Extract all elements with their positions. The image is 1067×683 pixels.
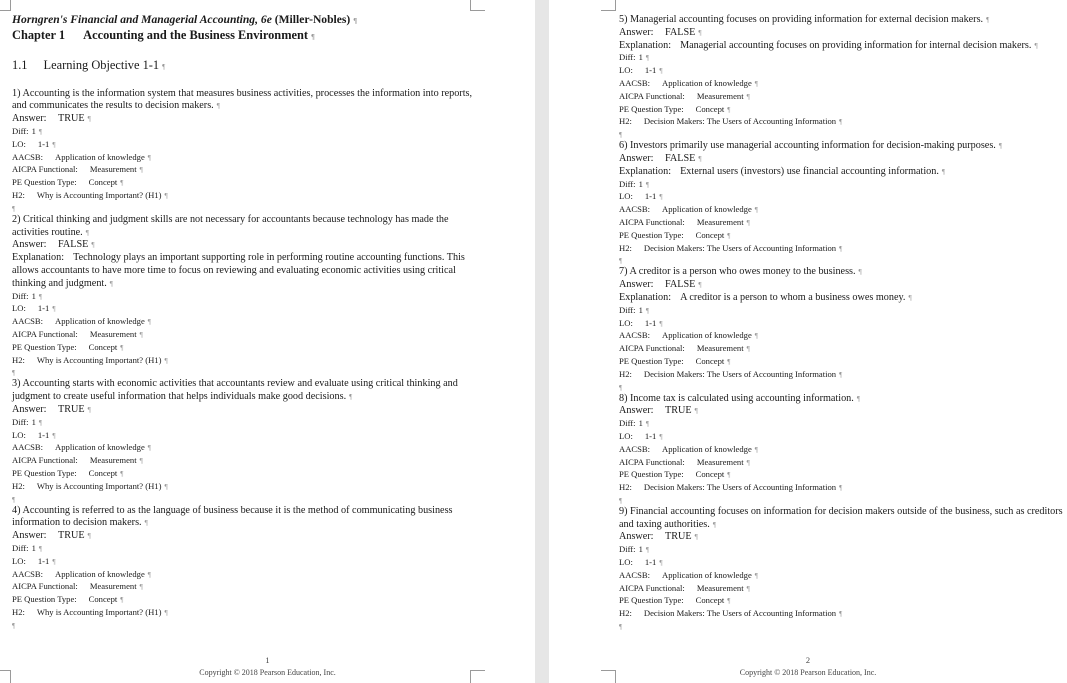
answer-line: Answer: FALSE ¶: [619, 152, 702, 164]
learning-objective-label: LO:: [619, 317, 633, 328]
question-text-body: 9) Financial accounting focuses on information for decision makers outside of the business, such as creditors and taxing authorities.: [619, 505, 1063, 530]
answer-line: Answer: TRUE ¶: [619, 405, 698, 417]
aicpa-functional-value: Measurement: [89, 328, 137, 339]
aicpa-functional-label: AICPA Functional:: [12, 581, 78, 592]
aacsb: AACSB: Application of knowledge ¶: [619, 569, 758, 580]
section-heading: 1.1 Learning Objective 1-1 ¶: [12, 58, 166, 73]
difficulty-value: 1: [31, 290, 36, 301]
question-item: [12, 505, 482, 631]
explanation-line: Explanation: External users (investors) use financial accounting information. ¶: [619, 165, 946, 177]
aicpa-functional: AICPA Functional: Measurement ¶: [12, 581, 143, 592]
question-text-body: 2) Critical thinking and judgment skills are not necessary for accountants because technology has made the activities routine.: [12, 213, 449, 238]
learning-objective-label: LO:: [619, 191, 633, 202]
difficulty-label: Diff:: [12, 290, 29, 301]
aicpa-functional-label: AICPA Functional:: [619, 216, 685, 227]
aicpa-functional-label: AICPA Functional:: [12, 164, 78, 175]
answer-line: Answer: TRUE ¶: [12, 530, 91, 542]
pe-question-type: PE Question Type: Concept ¶: [619, 355, 731, 366]
question-text: 3) Accounting starts with economic activities that accountants review and evaluate using critical thinking and judgment to create useful information that helps individuals make good decisions. ¶: [12, 378, 458, 403]
aicpa-functional-label: AICPA Functional:: [12, 455, 78, 466]
aacsb-value: Application of knowledge: [55, 316, 145, 327]
aacsb-label: AACSB:: [12, 151, 44, 162]
page-number: 2: [805, 656, 811, 665]
pe-question-type-label: PE Question Type:: [12, 594, 77, 605]
aicpa-functional-value: Measurement: [696, 343, 744, 354]
h2-heading: H2: Decision Makers: The Users of Accounting Information ¶: [619, 116, 843, 127]
pe-question-type-value: Concept: [695, 469, 725, 480]
question-item: [619, 393, 1064, 506]
answer-label: Answer:: [12, 239, 47, 251]
explanation-value: External users (investors) use financial accounting information.: [680, 165, 939, 177]
aacsb-value: Application of knowledge: [55, 568, 145, 579]
pe-question-type-label: PE Question Type:: [619, 469, 684, 480]
pe-question-type-value: Concept: [88, 341, 118, 352]
difficulty-value: 1: [638, 544, 643, 555]
aacsb-label: AACSB:: [12, 442, 44, 453]
pe-question-type-label: PE Question Type:: [12, 341, 77, 352]
h2-heading-label: H2:: [12, 354, 25, 365]
explanation-line: Explanation: Technology plays an important supporting role in performing routine accounting functions. This allows accountants to have more time to focus on reviewing and evaluating economic activities using critical thinking and judgment. ¶: [12, 252, 465, 289]
pe-question-type-label: PE Question Type:: [12, 177, 77, 188]
difficulty-value: 1: [638, 178, 643, 189]
pe-question-type: PE Question Type: Concept ¶: [12, 594, 124, 605]
book-authors: (Miller-Nobles): [274, 13, 351, 26]
answer-label: Answer:: [619, 26, 654, 38]
learning-objective-label: LO:: [619, 430, 633, 441]
difficulty-label: Diff:: [619, 178, 636, 189]
learning-objective: LO: 1-1 ¶: [12, 303, 56, 314]
aicpa-functional: AICPA Functional: Measurement ¶: [619, 90, 750, 101]
learning-objective: LO: 1-1 ¶: [619, 191, 663, 202]
question-text: 8) Income tax is calculated using accounting information. ¶: [619, 392, 860, 404]
answer-label: Answer:: [12, 530, 47, 542]
page-content: [619, 14, 1064, 632]
question-text: 6) Investors primarily use managerial accounting information for decision-making purposes. ¶: [619, 140, 1003, 152]
h2-heading: H2: Why is Accounting Important? (H1) ¶: [12, 189, 168, 200]
book-title-text: Horngren's Financial and Managerial Accounting, 6e: [12, 13, 272, 26]
answer-value: FALSE: [58, 239, 89, 251]
learning-objective: LO: 1-1 ¶: [12, 555, 56, 566]
learning-objective-value: 1-1: [644, 430, 657, 441]
answer-label: Answer:: [12, 113, 47, 125]
h2-heading-label: H2:: [619, 116, 632, 127]
answer-label: Answer:: [619, 405, 654, 417]
paragraph-spacer: ¶: [12, 369, 16, 378]
chapter-title: Accounting and the Business Environment: [83, 28, 309, 43]
aicpa-functional-value: Measurement: [696, 90, 744, 101]
aicpa-functional: AICPA Functional: Measurement ¶: [619, 216, 750, 227]
answer-value: FALSE: [665, 279, 696, 291]
paragraph-spacer: ¶: [619, 131, 623, 140]
aicpa-functional-label: AICPA Functional:: [619, 582, 685, 593]
question-text-body: 4) Accounting is referred to as the language of business because it is the method of communicating business information to decision makers.: [12, 504, 453, 529]
copyright-notice: Copyright © 2018 Pearson Education, Inc.: [199, 668, 336, 677]
aacsb: AACSB: Application of knowledge ¶: [12, 568, 151, 579]
pe-question-type-label: PE Question Type:: [12, 467, 77, 478]
question-item: [12, 88, 482, 214]
page-content: [12, 14, 482, 631]
paragraph-spacer: ¶: [12, 495, 16, 504]
aicpa-functional-value: Measurement: [89, 581, 137, 592]
answer-value: FALSE: [665, 152, 696, 164]
answer-value: TRUE: [58, 403, 85, 415]
question-item: [619, 506, 1064, 632]
h2-heading-value: Decision Makers: The Users of Accounting Information: [643, 608, 837, 619]
aacsb: AACSB: Application of knowledge ¶: [619, 330, 758, 341]
difficulty-value: 1: [638, 52, 643, 63]
page-footer: [549, 656, 1067, 677]
question-text: 9) Financial accounting focuses on information for decision makers outside of the business, such as creditors and taxing authorities. ¶: [619, 505, 1063, 530]
aicpa-functional-value: Measurement: [696, 216, 744, 227]
difficulty-label: Diff:: [12, 542, 29, 553]
learning-objective-label: LO:: [12, 555, 26, 566]
pe-question-type-value: Concept: [695, 595, 725, 606]
aicpa-functional-value: Measurement: [696, 456, 744, 467]
learning-objective-value: 1-1: [37, 138, 50, 149]
answer-line: Answer: FALSE ¶: [619, 279, 702, 291]
aacsb: AACSB: Application of knowledge ¶: [12, 442, 151, 453]
aicpa-functional-value: Measurement: [89, 455, 137, 466]
learning-objective: LO: 1-1 ¶: [12, 138, 56, 149]
difficulty: Diff: 1 ¶: [12, 542, 43, 553]
explanation-label: Explanation:: [12, 252, 65, 264]
h2-heading-value: Decision Makers: The Users of Accounting Information: [643, 368, 837, 379]
aacsb-label: AACSB:: [619, 443, 651, 454]
h2-heading-value: Decision Makers: The Users of Accounting Information: [643, 482, 837, 493]
answer-label: Answer:: [619, 279, 654, 291]
aacsb: AACSB: Application of knowledge ¶: [619, 77, 758, 88]
h2-heading: H2: Why is Accounting Important? (H1) ¶: [12, 606, 168, 617]
aacsb-label: AACSB:: [619, 330, 651, 341]
difficulty-label: Diff:: [619, 544, 636, 555]
pe-question-type-value: Concept: [695, 103, 725, 114]
learning-objective-value: 1-1: [37, 555, 50, 566]
question-text: 5) Managerial accounting focuses on providing information for external decision makers. ¶: [619, 14, 990, 25]
answer-value: FALSE: [665, 26, 696, 38]
question-text: 1) Accounting is the information system that measures business activities, processes the information into reports, and communicates the results to decision makers. ¶: [12, 87, 473, 112]
aicpa-functional-value: Measurement: [696, 582, 744, 593]
difficulty-value: 1: [31, 416, 36, 427]
h2-heading-label: H2:: [619, 242, 632, 253]
paragraph-spacer: ¶: [12, 204, 16, 213]
answer-line: Answer: FALSE ¶: [619, 26, 702, 38]
h2-heading-value: Why is Accounting Important? (H1): [36, 606, 162, 617]
question-text-body: 7) A creditor is a person who owes money to the business.: [619, 266, 856, 278]
question-text-body: 8) Income tax is calculated using accounting information.: [619, 392, 854, 404]
paragraph-spacer: ¶: [12, 621, 16, 630]
pe-question-type-value: Concept: [88, 594, 118, 605]
learning-objective-label: LO:: [619, 557, 633, 568]
pe-question-type: PE Question Type: Concept ¶: [12, 341, 124, 352]
h2-heading: H2: Decision Makers: The Users of Accounting Information ¶: [619, 608, 843, 619]
paragraph-spacer: ¶: [619, 257, 623, 266]
pe-question-type-label: PE Question Type:: [619, 355, 684, 366]
learning-objective-value: 1-1: [644, 557, 657, 568]
learning-objective-label: LO:: [12, 138, 26, 149]
explanation-label: Explanation:: [619, 165, 672, 177]
h2-heading: H2: Why is Accounting Important? (H1) ¶: [12, 354, 168, 365]
difficulty-label: Diff:: [619, 52, 636, 63]
pe-question-type: PE Question Type: Concept ¶: [619, 103, 731, 114]
chapter-label: Chapter 1: [12, 28, 66, 43]
aacsb-label: AACSB:: [619, 204, 651, 215]
difficulty: Diff: 1 ¶: [619, 418, 650, 429]
question-item: [12, 378, 482, 504]
aacsb: AACSB: Application of knowledge ¶: [12, 316, 151, 327]
pe-question-type: PE Question Type: Concept ¶: [619, 469, 731, 480]
aicpa-functional: AICPA Functional: Measurement ¶: [12, 164, 143, 175]
pe-question-type-label: PE Question Type:: [619, 103, 684, 114]
learning-objective-value: 1-1: [37, 303, 50, 314]
h2-heading-value: Decision Makers: The Users of Accounting Information: [643, 116, 837, 127]
difficulty: Diff: 1 ¶: [12, 290, 43, 301]
aacsb: AACSB: Application of knowledge ¶: [619, 204, 758, 215]
aicpa-functional-label: AICPA Functional:: [619, 343, 685, 354]
aacsb-value: Application of knowledge: [662, 330, 752, 341]
learning-objective-value: 1-1: [644, 317, 657, 328]
difficulty-value: 1: [31, 542, 36, 553]
difficulty-value: 1: [638, 304, 643, 315]
question-text-body: 1) Accounting is the information system that measures business activities, processes the information into reports, and communicates the results to decision makers.: [12, 87, 473, 112]
explanation-label: Explanation:: [619, 291, 672, 303]
pe-question-type-label: PE Question Type:: [619, 595, 684, 606]
aicpa-functional: AICPA Functional: Measurement ¶: [619, 456, 750, 467]
h2-heading-label: H2:: [619, 368, 632, 379]
learning-objective: LO: 1-1 ¶: [619, 430, 663, 441]
difficulty-label: Diff:: [12, 416, 29, 427]
learning-objective-value: 1-1: [644, 65, 657, 76]
learning-objective-value: 1-1: [37, 429, 50, 440]
question-list: [12, 88, 482, 631]
difficulty: Diff: 1 ¶: [619, 544, 650, 555]
aicpa-functional: AICPA Functional: Measurement ¶: [12, 328, 143, 339]
learning-objective-label: LO:: [12, 303, 26, 314]
difficulty: Diff: 1 ¶: [619, 304, 650, 315]
answer-label: Answer:: [12, 403, 47, 415]
book-title: Horngren's Financial and Managerial Accounting, 6e (Miller-Nobles) ¶: [12, 13, 358, 26]
aicpa-functional: AICPA Functional: Measurement ¶: [619, 343, 750, 354]
h2-heading-label: H2:: [619, 482, 632, 493]
pe-question-type-value: Concept: [88, 467, 118, 478]
pe-question-type-value: Concept: [88, 177, 118, 188]
pe-question-type-value: Concept: [695, 355, 725, 366]
aacsb-label: AACSB:: [619, 77, 651, 88]
h2-heading-label: H2:: [619, 608, 632, 619]
answer-value: TRUE: [58, 530, 85, 542]
question-text: 4) Accounting is referred to as the language of business because it is the method of communicating business information to decision makers. ¶: [12, 504, 453, 529]
page-footer: [0, 656, 535, 677]
learning-objective: LO: 1-1 ¶: [12, 429, 56, 440]
learning-objective-label: LO:: [619, 65, 633, 76]
aacsb-label: AACSB:: [12, 568, 44, 579]
aacsb-value: Application of knowledge: [662, 443, 752, 454]
aicpa-functional-value: Measurement: [89, 164, 137, 175]
aacsb-value: Application of knowledge: [55, 151, 145, 162]
difficulty-value: 1: [31, 126, 36, 136]
difficulty-value: 1: [638, 418, 643, 429]
document-page-2: [549, 0, 1067, 683]
question-item: [12, 214, 482, 379]
learning-objective-value: 1-1: [644, 191, 657, 202]
h2-heading-label: H2:: [12, 480, 25, 491]
difficulty: Diff: 1 ¶: [12, 416, 43, 427]
difficulty: Diff: 1 ¶: [619, 52, 650, 63]
question-text-body: 6) Investors primarily use managerial accounting information for decision-making purposes.: [619, 140, 996, 152]
aicpa-functional: AICPA Functional: Measurement ¶: [619, 582, 750, 593]
question-item: [619, 14, 1064, 140]
difficulty: Diff: 1 ¶: [12, 126, 43, 136]
crop-mark: [0, 0, 11, 11]
question-text-body: 3) Accounting starts with economic activities that accountants review and evaluate using critical thinking and judgment to create useful information that helps individuals make good decisions.: [12, 378, 458, 403]
h2-heading: H2: Why is Accounting Important? (H1) ¶: [12, 480, 168, 491]
explanation-value: Managerial accounting focuses on providing information for internal decision makers.: [680, 39, 1032, 51]
h2-heading-label: H2:: [12, 189, 25, 200]
section-title: Learning Objective 1-1: [43, 58, 160, 73]
answer-value: TRUE: [665, 531, 692, 543]
aicpa-functional: AICPA Functional: Measurement ¶: [12, 455, 143, 466]
page-number: 1: [265, 656, 270, 665]
question-list: [619, 14, 1064, 632]
chapter-heading: Chapter 1 Accounting and the Business Environment ¶: [12, 28, 315, 43]
h2-heading-value: Why is Accounting Important? (H1): [36, 354, 162, 365]
aacsb-value: Application of knowledge: [662, 569, 752, 580]
explanation-value: Technology plays an important supporting role in performing routine accounting functions. This allows accountants to have more time to focus on reviewing and evaluating economic activities using critical thinking and judgment.: [12, 252, 465, 289]
h2-heading-label: H2:: [12, 606, 25, 617]
difficulty-label: Diff:: [619, 304, 636, 315]
explanation-line: Explanation: Managerial accounting focuses on providing information for internal decision makers. ¶: [619, 39, 1038, 51]
aicpa-functional-label: AICPA Functional:: [12, 328, 78, 339]
answer-line: Answer: TRUE ¶: [12, 113, 91, 125]
difficulty: Diff: 1 ¶: [619, 178, 650, 189]
answer-line: Answer: TRUE ¶: [619, 531, 698, 543]
aacsb: AACSB: Application of knowledge ¶: [12, 151, 151, 162]
pe-question-type: PE Question Type: Concept ¶: [12, 467, 124, 478]
explanation-value: A creditor is a person to whom a business owes money.: [680, 291, 906, 303]
answer-line: Answer: FALSE ¶: [12, 239, 95, 251]
crop-mark: [601, 0, 616, 11]
answer-value: TRUE: [665, 405, 692, 417]
difficulty-label: Diff:: [619, 418, 636, 429]
answer-label: Answer:: [619, 152, 654, 164]
h2-heading-value: Why is Accounting Important? (H1): [36, 480, 162, 491]
learning-objective: LO: 1-1 ¶: [619, 557, 663, 568]
copyright-notice: Copyright © 2018 Pearson Education, Inc.: [739, 668, 877, 677]
explanation-label: Explanation:: [619, 39, 672, 51]
aacsb-value: Application of knowledge: [55, 442, 145, 453]
answer-value: TRUE: [58, 113, 85, 125]
pe-question-type: PE Question Type: Concept ¶: [619, 595, 731, 606]
h2-heading-value: Decision Makers: The Users of Accounting Information: [643, 242, 837, 253]
learning-objective-label: LO:: [12, 429, 26, 440]
aacsb-value: Application of knowledge: [662, 77, 752, 88]
aicpa-functional-label: AICPA Functional:: [619, 456, 685, 467]
aacsb: AACSB: Application of knowledge ¶: [619, 443, 758, 454]
aacsb-label: AACSB:: [12, 316, 44, 327]
pe-question-type-label: PE Question Type:: [619, 229, 684, 240]
paragraph-spacer: ¶: [619, 496, 623, 505]
question-text: 7) A creditor is a person who owes money to the business. ¶: [619, 266, 862, 278]
aicpa-functional-label: AICPA Functional:: [619, 90, 685, 101]
pe-question-type: PE Question Type: Concept ¶: [619, 229, 731, 240]
paragraph-spacer: ¶: [619, 383, 623, 392]
h2-heading-value: Why is Accounting Important? (H1): [36, 189, 162, 200]
section-number: 1.1: [12, 58, 28, 73]
h2-heading: H2: Decision Makers: The Users of Accounting Information ¶: [619, 242, 843, 253]
question-item: [619, 266, 1064, 392]
crop-mark: [470, 0, 485, 11]
aacsb-label: AACSB:: [619, 569, 651, 580]
pe-question-type: PE Question Type: Concept ¶: [12, 177, 124, 188]
question-item: [619, 140, 1064, 266]
question-text-body: 5) Managerial accounting focuses on providing information for external decision makers.: [619, 14, 984, 25]
answer-label: Answer:: [619, 531, 654, 543]
h2-heading: H2: Decision Makers: The Users of Accounting Information ¶: [619, 482, 843, 493]
answer-line: Answer: TRUE ¶: [12, 403, 91, 415]
paragraph-spacer: ¶: [619, 623, 623, 632]
h2-heading: H2: Decision Makers: The Users of Accounting Information ¶: [619, 368, 843, 379]
explanation-line: Explanation: A creditor is a person to whom a business owes money. ¶: [619, 291, 912, 303]
aacsb-value: Application of knowledge: [662, 204, 752, 215]
learning-objective: LO: 1-1 ¶: [619, 317, 663, 328]
difficulty-label: Diff:: [12, 126, 29, 136]
learning-objective: LO: 1-1 ¶: [619, 65, 663, 76]
question-text: 2) Critical thinking and judgment skills are not necessary for accountants because technology has made the activities routine. ¶: [12, 213, 449, 238]
pe-question-type-value: Concept: [695, 229, 725, 240]
